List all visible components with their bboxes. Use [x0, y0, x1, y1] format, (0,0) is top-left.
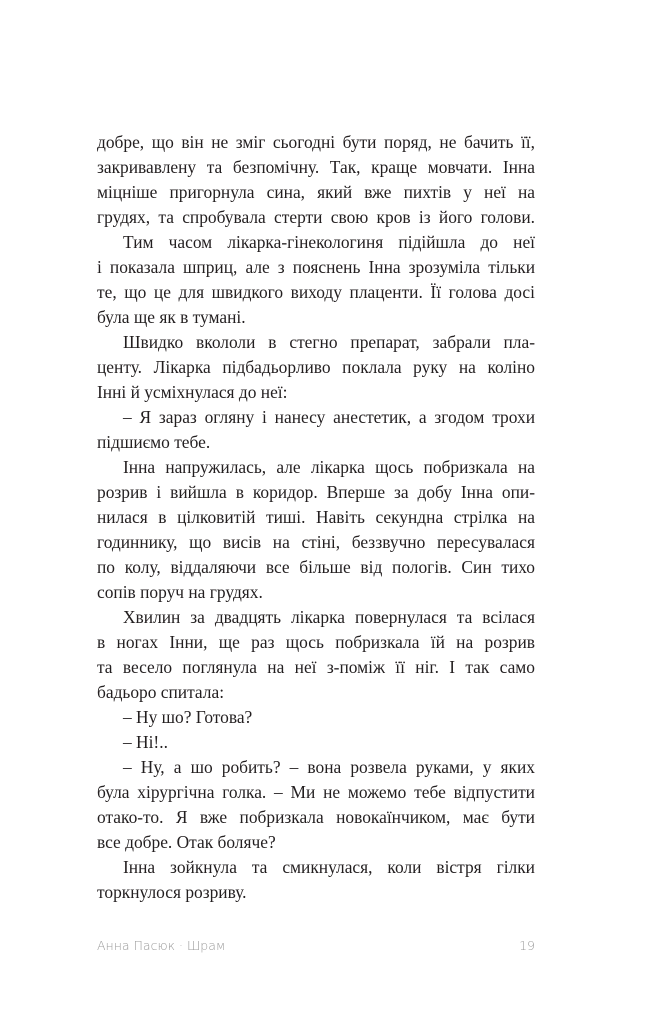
text-line: – Я зараз огляну і нанесу анестетик, а згодом трохи: [123, 407, 535, 428]
text-line: все добре. Отак боляче?: [97, 832, 276, 853]
text-line: торкнулося розриву.: [97, 882, 247, 903]
text-line: – Ні!..: [123, 732, 168, 753]
text-line: була ще як в тумані.: [97, 307, 246, 328]
text-line: Інна напружилась, але лікарка щось побризкала на: [123, 457, 535, 478]
text-line: сопів поруч на грудях.: [97, 582, 263, 603]
text-line: міцніше пригорнула сина, який вже пихтів у неї на: [97, 182, 535, 203]
text-line: грудях, та спробувала стерти свою кров із його голови.: [97, 207, 535, 228]
text-line: – Ну шо? Готова?: [123, 707, 253, 728]
page-number: 19: [519, 938, 535, 953]
text-line: та весело поглянула на неї з-поміж її ніг. І так само: [97, 657, 535, 678]
text-line: добре, що він не зміг сьогодні бути поряд, не бачить її,: [97, 132, 535, 152]
body-text: [97, 130, 535, 905]
text-line: бадьоро спитала:: [97, 682, 225, 703]
text-line: була хірургічна голка. – Ми не можемо тебе відпустити: [97, 782, 535, 803]
text-line: і показала шприц, але з пояснень Інна зрозуміла тільки: [97, 257, 535, 278]
text-line: Тим часом лікарка-гінекологиня підійшла до неї: [123, 232, 535, 253]
text-line: в ногах Інни, ще раз щось побризкала їй на розрив: [97, 632, 535, 653]
text-line: Інні й усміхнулася до неї:: [97, 382, 288, 403]
text-line: нилася в цілковитій тиші. Навіть секундна стрілка на: [97, 507, 535, 528]
text-line: центу. Лікарка підбадьорливо поклала руку на коліно: [97, 357, 535, 378]
text-line: – Ну, а шо робить? – вона розвела руками, у яких: [123, 757, 535, 778]
text-line: по колу, віддаляючи все більше від пологів. Син тихо: [97, 557, 535, 578]
text-line: Швидко вкололи в стегно препарат, забрали пла-: [123, 332, 535, 353]
text-line: Інна зойкнула та смикнулася, коли вістря гілки: [123, 857, 535, 878]
text-line: підшиємо тебе.: [97, 432, 211, 453]
text-line: Хвилин за двадцять лікарка повернулася та всілася: [123, 607, 535, 628]
text-line: те, що це для швидкого виходу плаценти. Її голова досі: [97, 282, 535, 303]
running-title: Анна Пасюк · Шрам: [97, 938, 226, 953]
text-line: розрив і вийшла в коридор. Вперше за добу Інна опи-: [97, 482, 535, 503]
text-line: годиннику, що висів на стіні, беззвучно пересувалася: [97, 532, 535, 553]
text-line: отако-то. Я вже побризкала новокаїнчиком, має бути: [97, 807, 535, 828]
page-footer: [97, 938, 535, 953]
text-line: закривавлену та безпомічну. Так, краще мовчати. Інна: [97, 157, 535, 178]
